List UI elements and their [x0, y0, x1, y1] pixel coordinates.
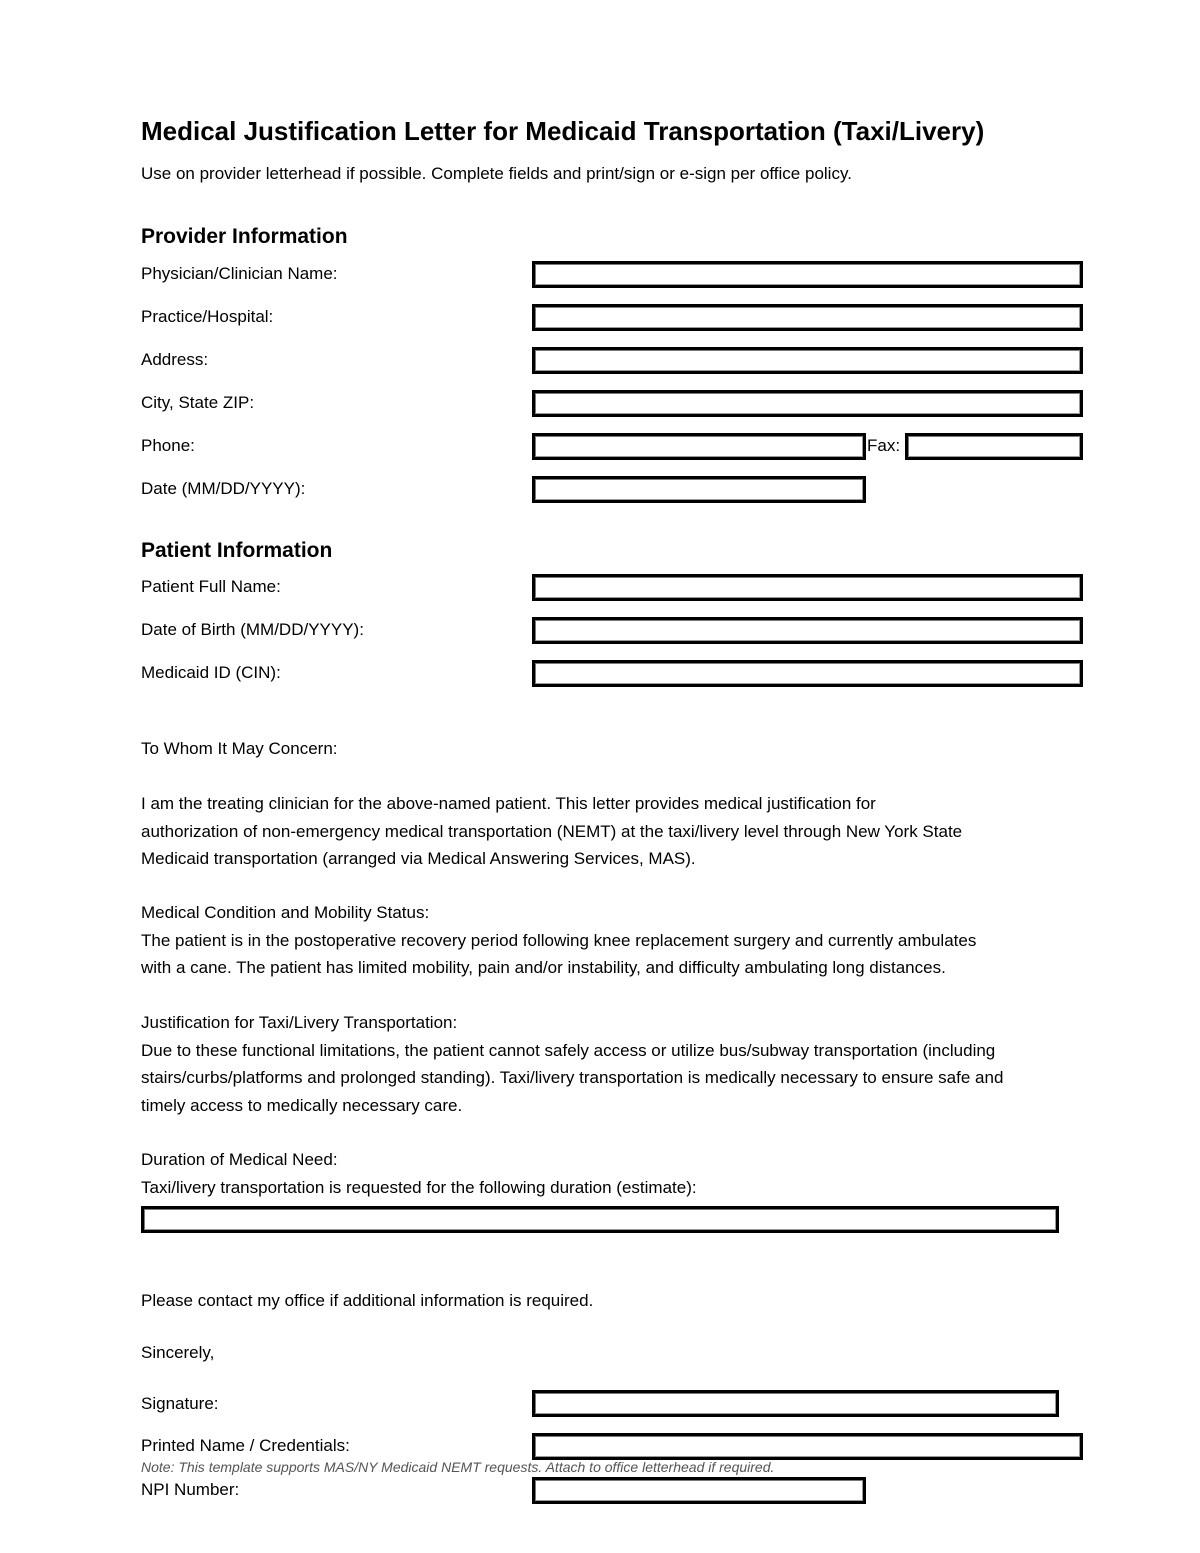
printed-name-field[interactable]	[532, 1433, 1083, 1460]
patient-name-label: Patient Full Name:	[141, 577, 281, 596]
signature-label: Signature:	[141, 1394, 219, 1413]
condition-heading: Medical Condition and Mobility Status:	[141, 903, 430, 922]
dob-field[interactable]	[532, 617, 1083, 644]
phone-label: Phone:	[141, 436, 195, 455]
sign-off: Sincerely,	[141, 1343, 215, 1362]
medicaid-id-label: Medicaid ID (CIN):	[141, 663, 281, 682]
physician-name-input[interactable]	[535, 264, 1080, 285]
condition-line: The patient is in the postoperative recovery period following knee replacement surgery and currently ambulates	[141, 930, 977, 950]
fax-field[interactable]	[905, 433, 1083, 460]
condition-line: with a cane. The patient has limited mobility, pain and/or instability, and difficulty ambulating long distances.	[141, 958, 946, 977]
npi-input[interactable]	[535, 1480, 863, 1501]
fax-input[interactable]	[908, 436, 1080, 457]
medicaid-id-input[interactable]	[535, 663, 1080, 684]
practice-label: Practice/Hospital:	[141, 307, 274, 326]
signature-field[interactable]	[532, 1390, 1059, 1417]
patient-section-heading: Patient Information	[141, 539, 333, 562]
practice-field[interactable]	[532, 304, 1083, 331]
dob-label: Date of Birth (MM/DD/YYYY):	[141, 620, 364, 639]
printed-name-input[interactable]	[535, 1436, 1080, 1457]
intro-paragraph	[141, 790, 1151, 873]
physician-name-label: Physician/Clinician Name:	[141, 264, 338, 283]
city-state-zip-field[interactable]	[532, 390, 1083, 417]
phone-field[interactable]	[532, 433, 866, 460]
signature-input[interactable]	[535, 1393, 1056, 1414]
npi-field[interactable]	[532, 1477, 866, 1504]
condition-paragraph	[141, 899, 1151, 982]
page-title: Medical Justification Letter for Medicaid Transportation (Taxi/Livery)	[141, 116, 985, 146]
justification-line: stairs/curbs/platforms and prolonged standing). Taxi/livery transportation is medically necessary to ensure safe and	[141, 1068, 1004, 1087]
salutation: To Whom It May Concern:	[141, 739, 338, 758]
duration-field[interactable]	[141, 1206, 1059, 1233]
patient-name-field[interactable]	[532, 574, 1083, 601]
city-state-zip-label: City, State ZIP:	[141, 393, 255, 412]
intro-line: Medicaid transportation (arranged via Medical Answering Services, MAS).	[141, 849, 696, 868]
justification-line: Due to these functional limitations, the patient cannot safely access or utilize bus/subway transportation (including	[141, 1040, 996, 1060]
closing-request: Please contact my office if additional information is required.	[141, 1291, 594, 1310]
intro-line: authorization of non-emergency medical transportation (NEMT) at the taxi/livery level through New York State	[141, 821, 963, 841]
duration-heading: Duration of Medical Need:	[141, 1150, 338, 1169]
date-label: Date (MM/DD/YYYY):	[141, 479, 306, 498]
physician-name-field[interactable]	[532, 261, 1083, 288]
medicaid-id-field[interactable]	[532, 660, 1083, 687]
printed-name-label: Printed Name / Credentials:	[141, 1436, 350, 1455]
practice-input[interactable]	[535, 307, 1080, 328]
dob-input[interactable]	[535, 620, 1080, 641]
patient-name-input[interactable]	[535, 577, 1080, 598]
address-field[interactable]	[532, 347, 1083, 374]
fax-label: Fax:	[867, 436, 901, 455]
duration-text: Taxi/livery transportation is requested for the following duration (estimate):	[141, 1177, 697, 1197]
address-label: Address:	[141, 350, 209, 369]
phone-input[interactable]	[535, 436, 863, 457]
duration-input[interactable]	[144, 1209, 1056, 1230]
npi-label: NPI Number:	[141, 1480, 240, 1499]
justification-paragraph	[141, 1009, 1181, 1119]
duration-paragraph	[141, 1146, 1151, 1201]
provider-section-heading: Provider Information	[141, 225, 348, 248]
justification-heading: Justification for Taxi/Livery Transportation:	[141, 1013, 458, 1032]
city-state-zip-input[interactable]	[535, 393, 1080, 414]
date-input[interactable]	[535, 479, 863, 500]
date-field[interactable]	[532, 476, 866, 503]
template-note: Note: This template supports MAS/NY Medicaid NEMT requests. Attach to office letterhead if required.	[141, 1459, 775, 1475]
intro-line: I am the treating clinician for the above-named patient. This letter provides medical justification for	[141, 794, 876, 813]
address-input[interactable]	[535, 350, 1080, 371]
page-subtitle: Use on provider letterhead if possible. Complete fields and print/sign or e-sign per office policy.	[141, 164, 852, 183]
justification-line: timely access to medically necessary care.	[141, 1095, 463, 1115]
